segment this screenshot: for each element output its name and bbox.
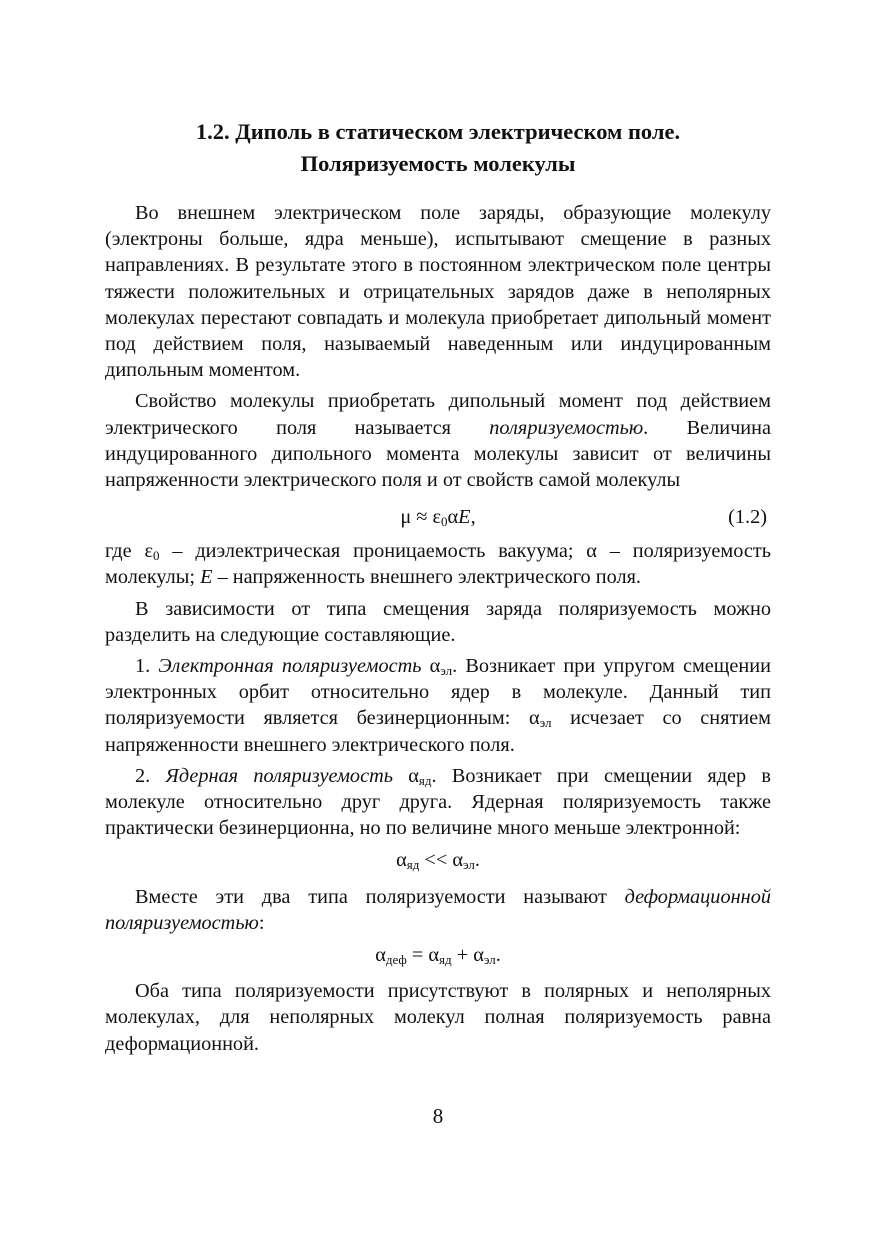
formula-1-2 xyxy=(105,498,771,536)
paragraph-induced-dipole: Во внешнем электрическом поле заряды, образующие молекулу (электроны больше, ядра меньше), испытывают смещение в разных направлениях. В результате этого в постоянном электрическом поле центры тяжести положительных и отрицательных зарядов даже в неполярных молекулах перестают совпадать и молекула приобретает дипольный момент под действием поля, называемый наведенным или индуцированным дипольным моментом. xyxy=(105,202,771,382)
term-nuclear-polarizability: Ядерная поляризуемость xyxy=(165,764,393,787)
term-deformation-polarizability: деформационной поляризуемостью xyxy=(105,885,771,934)
list-item-electronic: 1. Электронная поляризуемость $\alpha_{эл}$. Возникает при упругом смещении электронных орбит относительно ядер в молекуле. Данный тип поляризуемости является безинерционным: $\alpha_{эл}$ исчезает со снятием напряженности внешнего электрического поля. xyxy=(105,655,771,756)
equation-sum: $\alpha_{деф} = \alpha_{яд} + \alpha_{эл}$. xyxy=(375,944,501,968)
paragraph-components-intro: В зависимости от типа смещения заряда поляризуемость можно разделить на следующие составляющие. xyxy=(105,597,771,646)
formula-expression: $\mu \approx \varepsilon_0\alpha E$, xyxy=(400,506,476,530)
term-polarizability: поляризуемостью xyxy=(489,416,644,439)
paragraph-deformation: Вместе эти два типа поляризуемости называют деформационной поляризуемостью: xyxy=(105,885,771,934)
heading-line-1: 1.2. Диполь в статическом электрическом поле. xyxy=(195,119,681,144)
page-number: 8 xyxy=(432,1104,444,1128)
body-text xyxy=(105,200,771,1062)
equation-compare: $\alpha_{яд} << \alpha_{эл}$. xyxy=(396,849,480,873)
list-item-nuclear: 2. Ядерная поляризуемость $\alpha_{яд}$. Возникает при смещении ядер в молекуле относительно друг друга. Ядерная поляризуемость также практически безинерционна, но по величине много меньше электронной: xyxy=(105,764,772,840)
term-electronic-polarizability: Электронная поляризуемость xyxy=(158,655,422,678)
heading-line-2: Поляризуемость молекулы xyxy=(300,151,576,176)
section-heading xyxy=(105,116,771,180)
paragraph-polarizability-definition: Свойство молекулы приобретать дипольный момент под действием электрического поля называется поляризуемостью. Величина индуцированного дипольного момента молекулы зависит от величины напряженности электрического поля и от свойств самой молекулы xyxy=(105,390,771,492)
paragraph-conclusion: Оба типа поляризуемости присутствуют в полярных и неполярных молекулах, для неполярных молекул полная поляризуемость равна деформационной. xyxy=(105,980,771,1055)
paragraph-formula-legend: где $\varepsilon_0$ – диэлектрическая проницаемость вакуума; α – поляризуемость молекулы; E – напряженность внешнего электрического поля. xyxy=(105,540,771,589)
formula-number: (1.2) xyxy=(728,506,767,529)
